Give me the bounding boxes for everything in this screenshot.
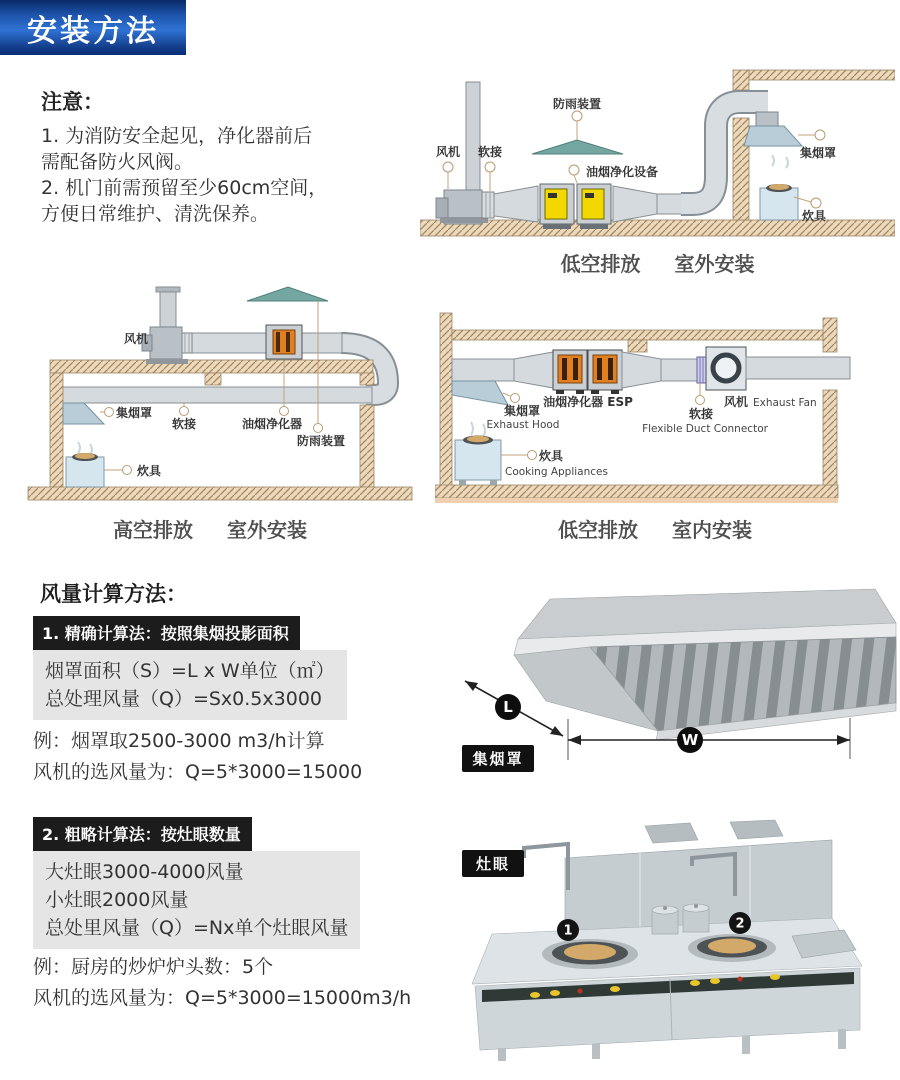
diagram-outdoor-high [10,285,430,515]
example-line: 风机的选风量为：Q=5*3000=15000 [33,761,363,783]
page-title: 安装方法 [27,13,159,49]
duct-cone [494,186,538,222]
stove-product-figure [440,818,900,1065]
label-hood: 集烟罩 [115,406,153,420]
label-fan: 风机 [435,145,461,159]
caption-place: 室内安装 [672,518,752,542]
leader-dot [696,396,705,405]
duct-straight [657,194,683,214]
formula-line: 总处里风量（Q）=Nx单个灶眼风量 [45,917,349,939]
exhaust-fan [706,347,746,390]
ceiling-beam [628,340,647,352]
diagram-indoor-low [435,295,900,510]
caption-mode: 低空排放 [560,252,641,276]
leader-dot [314,424,323,433]
notice-block [41,86,401,227]
purifier-box-2 [588,350,622,394]
flex-connector [182,333,192,353]
leader-dot [811,198,821,208]
label-cooker: 炊具 [539,449,564,463]
label-hood: 集烟罩 [503,404,541,418]
caption-outdoor-high [5,514,415,543]
exhaust-hood [63,403,104,424]
calc-heading: 风量计算方法： [40,582,187,606]
caption-indoor-low [430,514,880,543]
rain-cap [532,140,623,154]
ceiling-hatch [452,330,823,340]
label-cooker: 炊具 [136,464,162,478]
duct-cone [613,186,657,222]
leader-line [574,175,577,183]
right-wall-upper [823,318,837,352]
label-rain-device: 防雨装置 [552,97,602,111]
flex-connector [482,192,494,218]
page-title-banner [0,0,186,55]
notice-line: 方便日常维护、清洗保养。 [41,203,270,225]
notice-line: 需配备防火风阀。 [41,151,194,173]
hood-illustration [514,589,896,740]
diagram-outdoor-low [420,62,895,262]
floor-strip [435,498,838,503]
label-flex-en: Flexible Duct Connector [642,423,768,435]
purifier-box-1 [540,184,574,229]
label-flex: 软接 [477,145,503,159]
right-wall-lower [823,390,837,490]
duct-straight [661,359,697,381]
label-fan: 风机 [123,332,149,346]
label-flex: 软接 [171,417,197,431]
purifier-box [266,325,302,359]
indoor-duct [62,387,372,403]
caption-mode: 低空排放 [558,518,638,542]
notice-heading: 注意： [41,90,104,114]
left-wall-hatch [440,313,452,490]
example-line: 风机的选风量为：Q=5*3000=15000m3/h [33,987,412,1009]
burner1-number: 1 [563,923,573,939]
leader-dot [528,451,537,460]
stove-tag-chip [462,850,524,877]
label-flex: 软接 [688,407,714,421]
hood-product-figure [450,583,900,783]
method1-banner: 1. 精确计算法：按照集烟投影面积 [33,616,300,650]
caption-outdoor-low [420,248,895,277]
duct-cone [514,352,553,388]
caption-place: 室外安装 [227,518,307,542]
method2-banner: 2. 粗略计算法：按灶眼数量 [33,817,252,851]
label-cooker: 炊具 [801,209,827,223]
wall-hatch-lower [733,118,749,220]
burner-marker-1 [557,919,579,941]
label-fan: 风机 [724,395,749,409]
caption-place: 室外安装 [674,252,755,276]
leader-dot [123,466,132,475]
leader-dot [180,407,189,416]
leader-dot [485,162,495,172]
wall-hatch-upper [733,70,749,90]
hood-neck [756,112,778,126]
caption-mode: 高空排放 [113,518,193,542]
example-line: 例：烟罩取2500-3000 m3/h计算 [33,730,325,752]
label-hood-en: Exhaust Hood [486,419,560,431]
example-line: 例：厨房的炒炉炉头数：5个 [33,956,274,978]
leader-dot [569,165,579,175]
leader-dot [572,111,582,121]
cooker [455,422,501,485]
hood-tag-text: 集烟罩 [472,750,524,768]
cooker [760,155,798,220]
leader-dot [511,394,520,403]
floor-hatch [435,485,838,498]
floor-hatch [28,487,412,500]
right-wall-upper [360,373,374,385]
cooker [66,442,104,487]
rain-cap [247,287,328,301]
duct-elbow [681,102,768,204]
duct-cone [622,352,661,388]
label-purifier: 油烟净化设备 [586,165,659,179]
method2-formula-box [33,851,360,949]
leader-dot [105,408,114,417]
exhaust-hood [744,126,802,146]
leader-dot [815,130,825,140]
purifier-box-2 [577,184,611,229]
label-purifier: 油烟净化器 [241,417,303,431]
formula-line: 大灶眼3000-4000风量 [45,861,244,883]
notice-line: 2. 机门前需预留至少60cm空间， [41,177,328,199]
formula-line: 烟罩面积（S）=L x W单位（㎡） [45,660,335,682]
purifier-box-1 [553,350,587,394]
formula-line: 总处理风量（Q）=Sx0.5x3000 [45,688,322,710]
ceiling-hatch [50,360,373,373]
leader-line [503,393,510,396]
duct-straight [452,359,514,381]
leader-dot [443,162,453,172]
burner-marker-2 [729,912,751,934]
ceiling-beam [205,373,221,385]
method2-example [33,952,411,1014]
right-wall-lower [360,405,374,487]
left-wall-hatch [50,373,63,487]
duct-to-outside [746,357,850,379]
dim-w-label: W [681,731,699,749]
label-fan-en: Exhaust Fan [753,397,817,409]
dim-l-label: L [503,698,513,716]
formula-line: 小灶眼2000风量 [45,889,189,911]
hood-tag-chip [462,745,534,772]
method1-example [33,726,362,788]
label-rain-device: 防雨装置 [296,434,346,448]
flex-duct-connector [697,357,706,383]
exhaust-hood [452,381,508,405]
label-hood: 集烟罩 [799,146,837,160]
stove-illustration [472,820,862,1061]
leader-dot [280,407,289,416]
stove-tag-text: 灶眼 [475,855,511,873]
ceiling-hatch [749,70,895,80]
method1-formula-box [33,650,347,720]
burner2-number: 2 [735,916,745,932]
label-cooker-en: Cooking Appliances [505,466,608,478]
notice-line: 1. 为消防安全起见，净化器前后 [41,125,313,147]
label-purifier: 油烟净化器 ESP [543,395,633,409]
fan-unit [142,287,188,364]
